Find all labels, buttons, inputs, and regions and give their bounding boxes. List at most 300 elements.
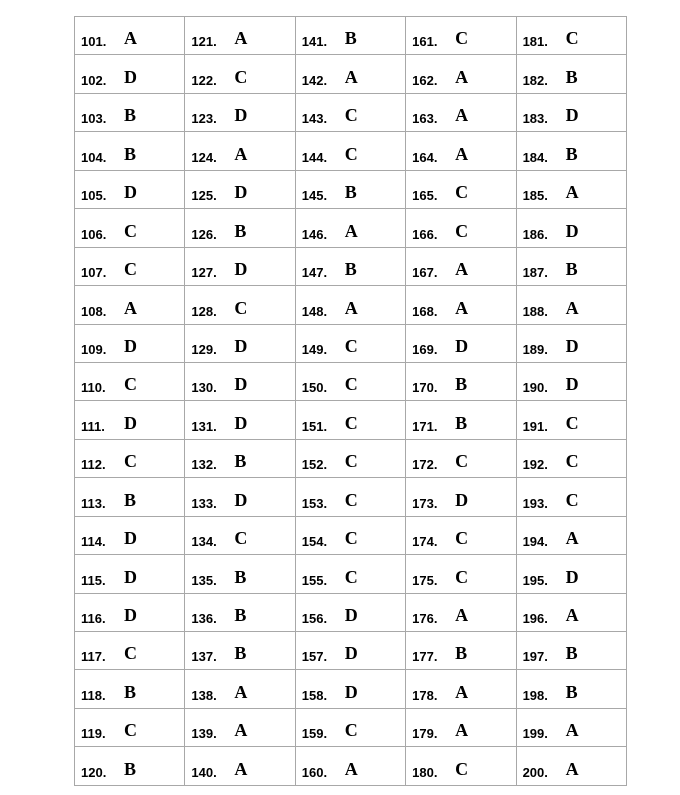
answer-cell-content [517,363,626,400]
answer-letter: B [344,28,357,49]
answer-letter: A [234,28,248,49]
question-number: 102. [81,72,107,88]
question-number: 190. [522,380,548,396]
answer-letter: D [234,182,248,203]
question-number: 107. [81,265,107,281]
answer-cell-content [75,747,184,784]
answer-cell [295,55,405,93]
question-number: 116. [81,611,106,626]
answer-letter: D [124,412,137,433]
answer-row [75,401,627,439]
answer-cell-content [517,325,626,362]
answer-cell [516,55,626,93]
question-number: 140. [191,764,217,780]
answer-row [75,247,627,285]
question-number: 158. [301,687,328,703]
question-number: 111. [81,418,105,434]
answer-key-table [74,16,627,786]
answer-cell [185,93,295,131]
question-number: 198. [522,687,548,703]
answer-letter: A [234,681,248,702]
answer-cell [406,478,516,516]
answer-cell-content [75,632,184,669]
answer-letter: D [455,489,469,510]
answer-cell-content [517,17,626,54]
answer-row [75,478,627,516]
answer-cell-content [296,478,405,515]
answer-cell-content [185,132,294,169]
answer-letter: B [455,412,468,433]
answer-cell [516,93,626,131]
question-number: 163. [412,111,438,127]
answer-letter: B [565,143,578,164]
answer-letter: C [344,335,358,356]
answer-letter: C [344,489,358,510]
answer-cell [75,55,185,93]
question-number: 185. [522,188,548,204]
answer-cell [406,55,516,93]
question-number: 117. [81,649,106,665]
question-number: 192. [522,457,548,473]
answer-cell [406,401,516,439]
answer-letter: C [234,297,248,318]
question-number: 153. [301,495,328,511]
question-number: 105. [81,188,107,204]
answer-cell [75,17,185,55]
answer-cell [295,478,405,516]
answer-key-body [75,17,627,786]
answer-cell-content [75,670,184,707]
answer-cell [185,670,295,708]
question-number: 191. [522,418,548,434]
answer-letter: A [344,758,358,779]
answer-cell [185,708,295,746]
answer-letter: B [565,643,578,664]
answer-cell-content [517,555,626,592]
answer-letter: D [565,374,579,395]
answer-cell [75,478,185,516]
answer-cell-content [75,478,184,515]
answer-cell [295,670,405,708]
answer-cell-content [517,94,626,131]
answer-cell-content [296,632,405,669]
answer-letter: A [565,182,579,203]
answer-letter: C [455,451,469,472]
question-number: 196. [522,611,548,626]
answer-cell [406,247,516,285]
question-number: 151. [301,418,328,434]
answer-cell-content [185,401,294,438]
answer-cell [516,747,626,785]
answer-cell [75,247,185,285]
answer-letter: A [565,720,579,741]
question-number: 129. [191,341,217,357]
answer-cell-content [296,171,405,208]
answer-letter: A [455,105,469,126]
answer-cell-content [517,55,626,92]
answer-cell [185,632,295,670]
question-number: 141. [301,34,328,50]
answer-cell-content [296,325,405,362]
question-number: 126. [191,226,217,242]
answer-cell-content [517,286,626,323]
answer-row [75,286,627,324]
answer-cell-content [296,286,405,323]
answer-letter: C [565,489,579,510]
answer-row [75,362,627,400]
answer-cell-content [406,209,515,246]
answer-letter: C [124,259,137,280]
answer-letter: B [124,143,137,164]
question-number: 120. [81,764,107,780]
question-number: 174. [412,534,438,550]
answer-cell [406,516,516,554]
answer-cell [516,324,626,362]
answer-cell-content [75,132,184,169]
answer-cell [295,747,405,785]
answer-letter: A [565,297,579,318]
question-number: 169. [412,341,438,357]
answer-cell-content [296,209,405,246]
answer-cell [295,555,405,593]
answer-letter: C [455,566,469,587]
answer-cell [516,362,626,400]
answer-cell-content [296,517,405,554]
answer-cell [75,401,185,439]
answer-cell [185,170,295,208]
answer-cell-content [406,17,515,54]
answer-cell-content [185,632,294,669]
answer-cell-content [406,747,515,784]
answer-cell [516,401,626,439]
answer-cell-content [75,594,184,631]
question-number: 193. [522,495,548,511]
question-number: 119. [81,726,106,742]
answer-cell [75,170,185,208]
answer-cell [295,247,405,285]
answer-cell [295,170,405,208]
question-number: 131. [191,418,217,434]
answer-letter: A [455,66,469,87]
question-number: 136. [191,611,217,626]
answer-cell [75,555,185,593]
answer-letter: B [124,105,137,126]
answer-letter: A [234,720,248,741]
answer-row [75,632,627,670]
answer-cell-content [296,670,405,707]
question-number: 132. [191,457,217,473]
question-number: 144. [301,149,328,165]
question-number: 155. [301,572,328,588]
answer-letter: C [124,374,137,395]
answer-letter: B [234,643,247,664]
question-number: 189. [522,341,548,357]
question-number: 157. [301,649,328,665]
answer-letter: C [344,528,358,549]
question-number: 178. [412,687,438,703]
answer-cell [516,632,626,670]
question-number: 139. [191,726,217,742]
question-number: 148. [301,303,328,319]
answer-cell [406,632,516,670]
answer-cell-content [517,632,626,669]
answer-row [75,132,627,170]
answer-row [75,670,627,708]
question-number: 176. [412,611,438,626]
answer-letter: D [565,566,579,587]
answer-cell-content [185,670,294,707]
question-number: 109. [81,341,107,357]
answer-cell-content [517,478,626,515]
answer-cell [516,593,626,631]
answer-cell-content [406,670,515,707]
answer-cell-content [75,401,184,438]
answer-cell-content [517,594,626,631]
answer-cell-content [517,401,626,438]
answer-cell-content [296,363,405,400]
answer-cell [295,516,405,554]
answer-letter: D [234,335,248,356]
question-number: 159. [301,726,328,742]
answer-cell [185,439,295,477]
answer-cell [75,439,185,477]
question-number: 147. [301,265,328,281]
question-number: 184. [522,149,548,165]
question-number: 150. [301,380,328,396]
answer-cell [185,286,295,324]
answer-cell-content [185,94,294,131]
answer-letter: B [124,758,137,779]
answer-cell [516,209,626,247]
answer-letter: D [565,220,579,241]
answer-cell [295,362,405,400]
answer-row [75,593,627,631]
answer-cell-content [75,517,184,554]
answer-cell-content [75,363,184,400]
question-number: 114. [81,534,106,550]
answer-letter: A [344,66,358,87]
answer-cell-content [296,248,405,285]
answer-letter: D [234,412,248,433]
answer-cell [75,93,185,131]
answer-cell [75,593,185,631]
answer-letter: C [344,143,358,164]
answer-cell [185,55,295,93]
answer-cell-content [406,363,515,400]
answer-cell [516,516,626,554]
answer-letter: D [344,605,358,625]
answer-cell-content [296,440,405,477]
answer-cell [185,401,295,439]
question-number: 133. [191,495,217,511]
answer-cell-content [185,325,294,362]
answer-letter: A [455,681,469,702]
question-number: 177. [412,649,438,665]
answer-cell-content [406,55,515,92]
answer-letter: D [455,335,469,356]
answer-cell [516,17,626,55]
answer-cell [185,247,295,285]
answer-letter: B [234,220,247,241]
answer-cell [75,286,185,324]
answer-cell-content [296,555,405,592]
answer-cell-content [406,401,515,438]
answer-letter: D [344,681,358,702]
answer-cell-content [517,248,626,285]
question-number: 135. [191,572,217,588]
question-number: 181. [522,34,548,50]
answer-cell [185,209,295,247]
question-number: 172. [412,457,438,473]
answer-letter: C [344,105,358,126]
answer-cell [75,632,185,670]
answer-cell [516,555,626,593]
answer-cell-content [75,286,184,323]
question-number: 167. [412,265,438,281]
answer-cell-content [406,709,515,746]
answer-cell [406,132,516,170]
answer-cell-content [75,171,184,208]
answer-letter: D [124,335,137,356]
answer-letter: C [234,66,248,87]
answer-cell [75,362,185,400]
answer-cell-content [406,171,515,208]
answer-cell [406,93,516,131]
answer-cell [75,132,185,170]
answer-cell-content [75,94,184,131]
answer-cell [295,632,405,670]
answer-cell [406,209,516,247]
answer-row [75,516,627,554]
answer-letter: C [124,220,137,241]
question-number: 121. [191,34,217,50]
question-number: 168. [412,303,438,319]
question-number: 200. [522,764,548,780]
answer-cell [75,324,185,362]
answer-row [75,55,627,93]
question-number: 197. [522,649,548,665]
answer-cell [516,132,626,170]
question-number: 113. [81,495,106,511]
answer-letter: A [565,528,579,549]
question-number: 149. [301,341,328,357]
question-number: 115. [81,572,106,588]
answer-cell-content [75,209,184,246]
answer-letter: A [234,758,248,779]
question-number: 183. [522,111,548,127]
answer-letter: D [344,643,358,664]
answer-cell [295,209,405,247]
answer-cell-content [185,363,294,400]
answer-cell [75,516,185,554]
answer-cell [75,209,185,247]
answer-row [75,17,627,55]
answer-cell [295,93,405,131]
answer-letter: A [565,758,579,779]
answer-cell [406,170,516,208]
answer-cell-content [75,709,184,746]
question-number: 106. [81,226,107,242]
answer-cell-content [185,248,294,285]
question-number: 199. [522,726,548,742]
answer-letter: D [565,335,579,356]
question-number: 104. [81,149,107,165]
answer-letter: B [124,489,137,510]
question-number: 175. [412,572,438,588]
answer-cell-content [406,478,515,515]
answer-letter: D [234,105,248,126]
answer-letter: C [344,451,358,472]
answer-cell [295,401,405,439]
answer-cell-content [185,517,294,554]
answer-letter: A [234,143,248,164]
answer-cell [295,593,405,631]
question-number: 152. [301,457,328,473]
answer-letter: C [565,28,579,49]
answer-letter: B [344,259,357,280]
answer-letter: B [565,66,578,87]
answer-letter: C [455,28,469,49]
answer-letter: A [344,220,358,241]
question-number: 145. [301,188,328,204]
answer-letter: C [455,182,469,203]
answer-cell-content [296,55,405,92]
answer-cell [75,747,185,785]
answer-cell [516,286,626,324]
answer-letter: C [124,643,137,664]
answer-cell [75,670,185,708]
answer-cell-content [185,55,294,92]
answer-cell-content [296,132,405,169]
answer-letter: B [565,259,578,280]
answer-cell [185,593,295,631]
answer-cell [406,670,516,708]
question-number: 137. [191,649,217,665]
question-number: 128. [191,303,217,319]
answer-cell [516,247,626,285]
question-number: 146. [301,226,328,242]
question-number: 188. [522,303,548,319]
answer-letter: D [124,66,137,87]
question-number: 164. [412,149,438,165]
answer-letter: C [344,566,358,587]
answer-cell [185,747,295,785]
answer-cell [185,17,295,55]
answer-letter: C [455,528,469,549]
question-number: 179. [412,726,438,742]
answer-cell-content [185,478,294,515]
answer-letter: C [455,758,469,779]
answer-cell-content [406,440,515,477]
answer-cell [516,670,626,708]
question-number: 161. [412,34,438,50]
answer-letter: B [234,566,247,587]
answer-row [75,439,627,477]
answer-cell-content [406,517,515,554]
question-number: 156. [301,611,328,626]
answer-letter: C [344,720,358,741]
answer-cell [295,132,405,170]
question-number: 195. [522,572,548,588]
answer-row [75,170,627,208]
question-number: 138. [191,687,217,703]
answer-cell [185,362,295,400]
answer-cell [516,439,626,477]
answer-letter: A [455,720,469,741]
answer-letter: C [565,451,579,472]
answer-cell [406,362,516,400]
answer-cell-content [185,286,294,323]
